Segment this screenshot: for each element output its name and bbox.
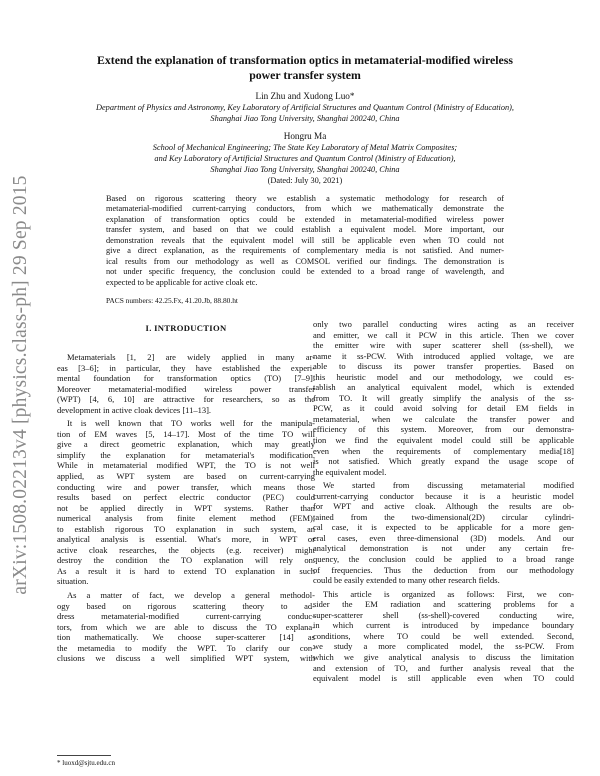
text-line: and extension of TO, and further analysis reveal that the [313, 662, 574, 673]
arxiv-identifier-sidebar [4, 150, 38, 620]
text-line: It is well known that TO works well for the manipula- [67, 418, 315, 429]
text-line: tion mathematically. We choose super-scatterer [14] as [57, 632, 315, 643]
text-line: equivalent model is still applicable even when TO could [313, 673, 574, 684]
footnote-email: * luoxd@sjtu.edu.cn [57, 759, 115, 767]
text-line: could be easily extended to many other research fields. [313, 575, 500, 586]
text-line: the equivalent model. [313, 466, 387, 477]
text-line: in which current is introduced by impedance boundary [313, 620, 574, 631]
text-line: which we give analytical analysis to discuss the limitation [313, 651, 574, 662]
text-line: Moreover metamaterial-modified wireless power transfer [57, 383, 315, 394]
abstract-line: not under specific frequency, the conclusion could be extended to a broad range of wavelength, and [106, 267, 504, 277]
abstract-line: ical results from our methodology as well as COMSOL verified our findings. The demonstration is [106, 256, 504, 266]
text-line: for WPT and active cloak. Although the results are ob- [313, 501, 574, 512]
abstract-line: expected to be applicable for active cloak etc. [106, 277, 258, 287]
author-list-2: Hongru Ma [283, 131, 327, 141]
text-line: we study a more complicated model, the ss-PCW. From [313, 641, 574, 652]
text-line: tion we find the equivalent model could still be applicable [313, 435, 574, 446]
text-line: PCW, as it could avoid solving for detail EM fields in [313, 403, 574, 414]
abstract-line: metamaterial-modified current-carrying conductors, from which we mathematically demonstrate the [106, 204, 504, 214]
text-line: clusions we discuss a well simplified WPT system, with [57, 653, 315, 664]
text-line: efficiency of this system. Moreover, from our demonstra- [313, 424, 574, 435]
text-line: sider the EM radiation and scattering problems for a [313, 599, 574, 610]
pacs-numbers: PACS numbers: 42.25.Fx, 41.20.Jb, 88.80.ht [106, 296, 238, 305]
text-line: tors, from which we are able to discuss the TO explana- [57, 621, 315, 632]
abstract-line: give a direct explanation, as the requirements of complementary media is not satisfied. And numer- [106, 246, 504, 256]
text-line: ogy based on rigorous scattering theory to ad- [57, 600, 315, 611]
footnote-rule [57, 755, 111, 756]
text-line: simplify the explanation for metamaterial's modification. [57, 449, 315, 460]
text-line: from TO. It will greatly simplify the analysis of the ss- [313, 392, 574, 403]
text-line: analytical demonstration is not under any certain fre- [313, 543, 574, 554]
text-line: results based on perfect electric conductor (PEC) could [57, 492, 315, 503]
text-line: development in active cloak devices [11–13]. [57, 404, 212, 415]
paper-title [55, 53, 555, 83]
text-line: numerical analysis from finite element method (FEM), [57, 513, 315, 524]
affiliation-2-line: and Key Laboratory of Artificial Structures and Quantum Control (Ministry of Education), [154, 154, 456, 163]
text-line: tablish an analytical equivalent model, which is extended [313, 382, 574, 393]
text-line: even when the requirements of complementary media[18] [313, 445, 574, 456]
text-line: mental foundation for transformation optics (TO) [7–9]. [57, 373, 315, 384]
author-list-1: Lin Zhu and Xudong Luo* [255, 91, 355, 101]
affiliation-2-line: Shanghai Jiao Tong University, Shanghai 200240, China [210, 165, 400, 174]
text-line: active cloak researches, the objects (e.g. receiver) might [57, 544, 315, 555]
text-line: situation. [57, 576, 89, 587]
text-line: is not satisfied. Which greatly expand the usage scope of [313, 456, 574, 467]
text-line: the metamedia to modify the WPT. To clarify our con- [57, 642, 315, 653]
text-line: name it ss-PCW. With introduced applied voltage, we are [313, 350, 574, 361]
text-line: quency, the conclusion could be applied to a broad range [313, 554, 574, 565]
text-line: eral cases, even three-dimensional (3D) models. And our [313, 532, 574, 543]
text-line: only two parallel conducting wires acting as an receiver [313, 319, 574, 329]
text-line: this heuristic model and our methodology, we could es- [313, 371, 574, 382]
abstract-line: transfer system, and based on that we could establish a equivalent model. More important, our [106, 225, 504, 235]
text-line: current-carrying conductor because it is a heuristic model [313, 490, 574, 501]
text-line: This article is organized as follows: First, we con- [323, 588, 574, 599]
text-line: Metamaterials [1, 2] are widely applied in many ar- [67, 352, 315, 362]
text-line: applied, as WPT system are based on current-carrying [57, 471, 315, 482]
abstract-line: demonstration reveals that the equivalent model will still be applicable even when TO could not [106, 235, 504, 245]
text-line: conditions, where TO could be well extended. Second, [313, 630, 574, 641]
text-line: conducting wire and power transfer, which means those [57, 481, 315, 492]
affiliation-2-line: School of Mechanical Engineering; The State Key Laboratory of Metal Matrix Composites; [152, 143, 458, 152]
text-line: give a direct geometric explanation, which may greatly [57, 439, 315, 450]
affiliation-1-line: Department of Physics and Astronomy, Key Laboratory of Artificial Structures and Quantum Control (Ministry of Education), [96, 103, 514, 112]
affiliation-1-line: Shanghai Jiao Tong University, Shanghai 200240, China [210, 114, 400, 123]
arxiv-identifier: arXiv:1508.02213v4 [physics.class-ph] 29 Sep 2015 [10, 175, 31, 595]
text-line: able to discuss its power transfer properties. Based on [313, 361, 574, 372]
text-line: and emitter, we call it PCW in this article. Then we cover [313, 329, 574, 340]
text-line: As a result it is hard to extend TO explanation in such [57, 565, 315, 576]
text-line: We started from discussing metamaterial modified [323, 480, 574, 491]
text-line: to establish rigorous TO explanation in such system, an [57, 523, 315, 534]
text-line: dress metamaterial-modified current-carrying conduc- [57, 611, 315, 622]
title-line: power transfer system [249, 68, 361, 82]
text-line: eas [3–6]; in particular, they have established the experi- [57, 362, 315, 373]
text-line: As a matter of fact, we develop a general methodol- [67, 590, 315, 601]
text-line: the emitter wire with super scatterer shell (ss-shell), we [313, 340, 574, 351]
date-line: (Dated: July 30, 2021) [267, 176, 343, 185]
section-heading: I. INTRODUCTION [145, 323, 227, 333]
text-line: of frequencies. Thus the deduction from our methodology [313, 564, 574, 575]
text-line: metamaterial, when we calculate the transfer power and [313, 413, 574, 424]
text-line: (WPT) [4, 6, 10] are attractive for researchers, so as the [57, 394, 315, 405]
right-column [313, 319, 574, 684]
text-line: destroy the condition the TO explanation will rely on. [57, 555, 315, 566]
text-line: not be applied directly in WPT systems. Rather than [57, 502, 315, 513]
text-line: super-scatterer shell (ss-shell)-covered conducting wire, [313, 609, 574, 620]
text-line: While in metamaterial modified WPT, the TO is not well [57, 460, 315, 471]
text-line: tained from the two-dimensional(2D) circular cylindri- [313, 511, 574, 522]
text-line: tion of EM waves [5, 14–17]. Most of the time TO will [57, 428, 315, 439]
abstract [106, 194, 504, 288]
title-line: Extend the explanation of transformation optics in metamaterial-modified wireless [97, 53, 513, 67]
abstract-line: explanation of transformation optics could be extended in metamaterial-modified wireless power [106, 214, 504, 224]
abstract-line: Based on rigorous scattering theory we establish a systematic methodology for research of [106, 194, 504, 203]
text-line: cal case, it is expected to be applicable for a more gen- [313, 522, 574, 533]
left-column [57, 352, 315, 664]
text-line: analytical analysis is essential. What's more, in WPT or [57, 534, 315, 545]
